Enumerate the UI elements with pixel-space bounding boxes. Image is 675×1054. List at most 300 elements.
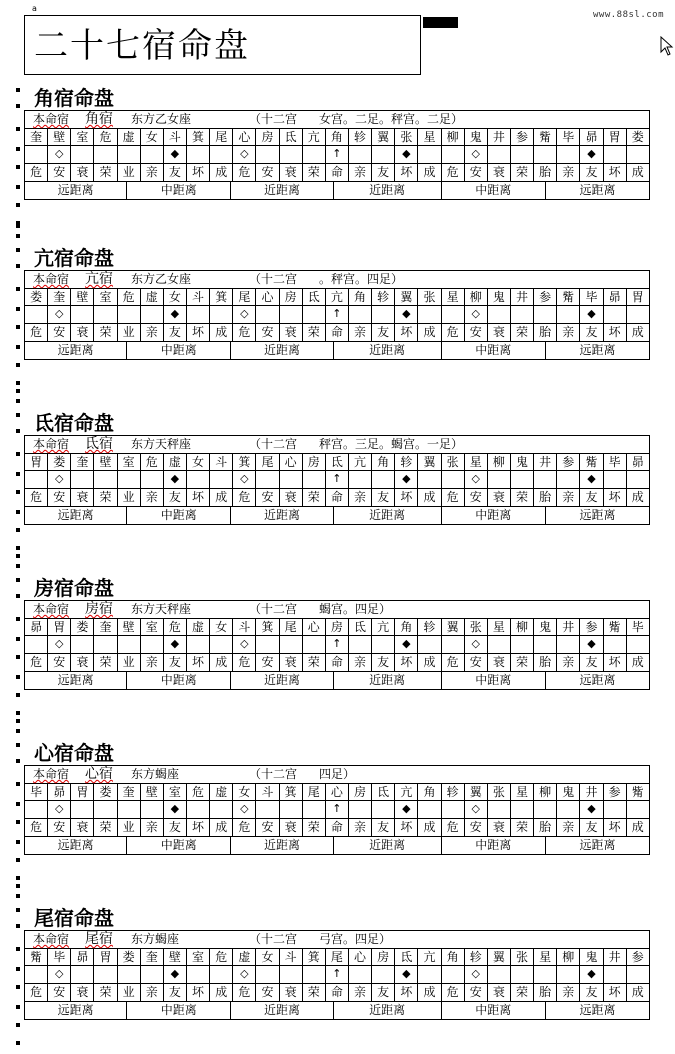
relation-cell: 亲 [348,323,372,342]
symbols-row [24,471,650,489]
relation-cell: 危 [441,818,465,837]
document-title-box [24,15,421,75]
relation-cell: 成 [209,818,233,837]
paragraph-bullet [16,802,20,806]
mansion-cell: 娄 [626,128,650,146]
symbol-cell [510,965,534,984]
relation-cell: 荣 [510,163,534,182]
mansion-cell: 女 [186,453,210,471]
relation-cell: 业 [117,983,141,1002]
distance-cell: 近距离 [333,181,442,200]
relation-cell: 坏 [603,488,627,507]
natal-chart-table [24,765,650,855]
mansion-cell: 鬼 [579,948,603,966]
header-e: 秤宫。三足。蝎宫。一足） [319,437,464,451]
symbol-cell [302,800,326,819]
paragraph-bullet [16,165,20,169]
symbol-cell [209,800,233,819]
header-b: 尾宿 [85,931,113,947]
relation-cell: 成 [209,983,233,1002]
mansion-cell: 室 [163,783,187,801]
relations-row [24,324,650,342]
paragraph-bullet [16,307,20,311]
mansion-cell: 毕 [603,453,627,471]
relation-cell: 危 [24,653,48,672]
mansion-cell: 觜 [24,948,48,966]
symbol-cell [117,470,141,489]
symbol-cell: ◇ [47,470,71,489]
section-title: 尾宿命盘 [34,906,114,930]
symbol-cell [117,800,141,819]
relation-cell: 危 [24,488,48,507]
symbol-cell [441,145,465,164]
paragraph-bullet [16,594,20,598]
symbol-cell [302,635,326,654]
relation-cell: 友 [163,323,187,342]
chart-header [24,110,650,128]
symbols-row [24,801,650,819]
natal-chart-table [24,435,650,525]
symbol-cell [510,470,534,489]
symbol-cell [603,635,627,654]
relation-cell: 友 [163,163,187,182]
mansion-cell: 柳 [533,783,557,801]
symbol-cell: ◇ [464,635,488,654]
relation-cell: 荣 [510,488,534,507]
relation-cell: 亲 [348,818,372,837]
mansion-cell: 壁 [163,948,187,966]
relation-cell: 成 [417,163,441,182]
symbol-cell [371,305,395,324]
distance-cell: 中距离 [441,506,546,525]
header-b: 房宿 [85,601,113,617]
mansion-cell: 轸 [348,128,372,146]
mansion-cell: 尾 [255,453,279,471]
symbol-cell: ◆ [394,305,418,324]
mansion-cell: 壁 [70,288,94,306]
symbol-cell [93,470,117,489]
document-title: 二十七宿命盘 [34,26,250,66]
mansion-cell: 张 [417,288,441,306]
relation-cell: 亲 [556,163,580,182]
symbol-cell [487,305,511,324]
mansion-cell: 氐 [371,783,395,801]
mansion-cell: 女 [140,128,164,146]
relation-cell: 友 [163,818,187,837]
relation-cell: 安 [255,163,279,182]
relation-cell: 成 [209,653,233,672]
relation-cell: 亲 [348,983,372,1002]
symbol-cell [70,800,94,819]
paragraph-bullet [16,510,20,514]
paragraph-bullet [16,528,20,532]
symbol-cell [510,635,534,654]
mansion-cell: 亢 [417,948,441,966]
relation-cell: 安 [464,653,488,672]
paragraph-bullet [16,389,20,393]
mansion-cell: 昴 [24,618,48,636]
mansion-cell: 虚 [232,948,256,966]
paragraph-bullet [16,967,20,971]
paragraph-bullet [16,876,20,880]
relation-cell: 坏 [394,653,418,672]
symbol-cell [117,305,141,324]
distance-cell: 远距离 [24,506,127,525]
mansion-cell: 角 [441,948,465,966]
relation-cell: 坏 [394,323,418,342]
relation-cell: 胎 [533,653,557,672]
mansion-cell: 壁 [47,128,71,146]
distance-cell: 远距离 [545,506,650,525]
relation-cell: 亲 [140,323,164,342]
symbol-cell [93,305,117,324]
mansion-cell: 危 [186,783,210,801]
symbol-cell [186,635,210,654]
symbol-cell [441,305,465,324]
mansions-row [24,783,650,801]
mansion-cell: 轸 [371,288,395,306]
relation-cell: 衰 [70,163,94,182]
mansion-cell: 毕 [556,128,580,146]
relation-cell: 成 [626,818,650,837]
section-title: 房宿命盘 [34,576,114,600]
paragraph-bullet [16,719,20,723]
mansion-cell: 虚 [209,783,233,801]
distance-cell: 远距离 [24,341,127,360]
mansion-cell: 星 [510,783,534,801]
mansion-cell: 参 [510,128,534,146]
relation-cell: 业 [117,653,141,672]
symbol-cell [209,145,233,164]
distance-cell: 近距离 [230,181,333,200]
distance-row [24,182,650,200]
symbol-cell [556,800,580,819]
mansion-cell: 参 [533,288,557,306]
relation-cell: 坏 [394,983,418,1002]
distance-row [24,507,650,525]
mansion-cell: 箕 [209,288,233,306]
relation-cell: 坏 [186,488,210,507]
mansion-cell: 井 [556,618,580,636]
mansion-cell: 虚 [186,618,210,636]
symbol-cell [279,635,303,654]
symbol-cell [70,965,94,984]
symbol-cell: ◆ [394,635,418,654]
mansion-cell: 柳 [441,128,465,146]
symbol-cell [371,800,395,819]
mansion-cell: 氐 [394,948,418,966]
chart-header [24,930,650,948]
mansion-cell: 毕 [47,948,71,966]
mansion-cell: 胃 [24,453,48,471]
relation-cell: 友 [579,653,603,672]
relation-cell: 荣 [510,818,534,837]
mansion-cell: 尾 [302,783,326,801]
distance-cell: 远距离 [24,836,127,855]
relation-cell: 亲 [556,488,580,507]
relation-cell: 友 [579,163,603,182]
relation-cell: 坏 [186,163,210,182]
mansion-cell: 井 [603,948,627,966]
mansion-cell: 觜 [626,783,650,801]
symbol-cell: ◇ [464,800,488,819]
mansion-cell: 昴 [626,453,650,471]
mansion-cell: 房 [371,948,395,966]
mansion-cell: 星 [533,948,557,966]
symbol-cell: ↑ [325,800,349,819]
relation-cell: 业 [117,323,141,342]
relation-cell: 友 [371,653,395,672]
symbols-row [24,146,650,164]
mansion-cell: 亢 [302,128,326,146]
mansion-cell: 奎 [47,288,71,306]
relation-cell: 安 [255,488,279,507]
relations-row [24,164,650,182]
mansion-cell: 斗 [279,948,303,966]
symbol-cell [209,965,233,984]
mansion-cell: 毕 [24,783,48,801]
mansion-cell: 星 [464,453,488,471]
symbol-cell: ◇ [464,965,488,984]
symbol-cell [626,635,650,654]
symbol-cell: ◆ [163,800,187,819]
relation-cell: 危 [24,323,48,342]
symbol-cell: ↑ [325,965,349,984]
mansion-cell: 尾 [325,948,349,966]
symbol-cell [117,965,141,984]
relation-cell: 坏 [394,818,418,837]
paragraph-bullet [16,224,20,228]
relation-cell: 危 [441,653,465,672]
mansion-cell: 女 [163,288,187,306]
relation-cell: 安 [47,163,71,182]
relations-row [24,489,650,507]
header-d: （十二宫 [249,437,298,451]
mansion-cell: 奎 [70,453,94,471]
relation-cell: 衰 [279,488,303,507]
paragraph-bullet [16,234,20,238]
mansion-cell: 井 [487,128,511,146]
paragraph-bullet [16,820,20,824]
symbol-cell [533,305,557,324]
symbol-cell: ◆ [579,470,603,489]
symbol-cell [186,470,210,489]
paragraph-bullet [16,127,20,131]
distance-cell: 中距离 [441,181,546,200]
symbol-cell [186,965,210,984]
mansion-cell: 娄 [70,618,94,636]
relation-cell: 荣 [93,653,117,672]
relation-cell: 荣 [93,163,117,182]
mansion-cell: 轸 [417,618,441,636]
header-d: （十二宫 [249,767,298,781]
relation-cell: 成 [417,983,441,1002]
paragraph-bullet [16,858,20,862]
symbol-cell [417,305,441,324]
distance-cell: 近距离 [333,1001,442,1020]
mansion-cell: 井 [533,453,557,471]
symbol-cell [417,800,441,819]
mansion-cell: 毕 [579,288,603,306]
relation-cell: 坏 [186,323,210,342]
symbol-cell [487,965,511,984]
relation-cell: 危 [24,163,48,182]
relation-cell: 危 [24,983,48,1002]
distance-cell: 近距离 [230,836,333,855]
distance-cell: 近距离 [333,506,442,525]
paragraph-bullet [16,617,20,621]
natal-chart-table [24,110,650,200]
mansion-cell: 箕 [255,618,279,636]
paragraph-bullet [16,759,20,763]
mansion-cell: 毕 [626,618,650,636]
mansion-cell: 柳 [510,618,534,636]
relation-cell: 危 [232,163,256,182]
symbol-cell [417,145,441,164]
symbol-cell [533,800,557,819]
relation-cell: 坏 [186,653,210,672]
relation-cell: 荣 [302,323,326,342]
symbol-cell [70,305,94,324]
natal-chart-table [24,270,650,360]
relation-cell: 安 [255,653,279,672]
mansion-cell: 星 [417,128,441,146]
symbol-cell [487,800,511,819]
symbol-cell [533,965,557,984]
mansion-cell: 参 [579,618,603,636]
header-b: 亢宿 [85,271,113,287]
paragraph-bullet [16,711,20,715]
paragraph-bullet [16,554,20,558]
mansion-cell: 亢 [348,453,372,471]
symbol-cell [24,470,48,489]
mansion-cell: 井 [510,288,534,306]
symbol-cell [371,470,395,489]
chart-header [24,270,650,288]
relation-cell: 安 [464,818,488,837]
symbol-cell: ◆ [579,145,603,164]
mansion-cell: 张 [487,783,511,801]
relation-cell: 衰 [70,653,94,672]
paragraph-bullet [16,578,20,582]
mansion-cell: 箕 [186,128,210,146]
relation-cell: 危 [441,983,465,1002]
symbol-cell [24,965,48,984]
paragraph-bullet [16,147,20,151]
relation-cell: 安 [255,818,279,837]
mansion-cell: 娄 [24,288,48,306]
mansion-cell: 柳 [556,948,580,966]
distance-cell: 远距离 [545,341,650,360]
paragraph-bullet [16,693,20,697]
paragraph-bullet [16,782,20,786]
symbol-cell [140,800,164,819]
paragraph-bullet [16,637,20,641]
symbol-cell [302,145,326,164]
symbol-cell [371,965,395,984]
relation-cell: 胎 [533,488,557,507]
mansion-cell: 角 [417,783,441,801]
mansion-cell: 胃 [626,288,650,306]
distance-cell: 中距离 [126,836,231,855]
symbol-cell [24,305,48,324]
relation-cell: 荣 [302,653,326,672]
mansion-cell: 轸 [394,453,418,471]
mansion-cell: 氐 [325,453,349,471]
symbol-cell [441,470,465,489]
symbol-cell [556,965,580,984]
symbols-row [24,306,650,324]
mansion-cell: 昴 [579,128,603,146]
relation-cell: 友 [371,818,395,837]
symbol-cell: ↑ [325,145,349,164]
paragraph-bullet [16,104,20,108]
symbol-cell: ◆ [163,635,187,654]
symbols-row [24,966,650,984]
mansion-cell: 角 [394,618,418,636]
paragraph-bullet [16,399,20,403]
mansion-cell: 虚 [117,128,141,146]
symbol-cell [302,965,326,984]
symbol-cell [556,305,580,324]
mansion-cell: 觜 [579,453,603,471]
relation-cell: 胎 [533,818,557,837]
symbol-cell [209,305,233,324]
symbol-cell: ↑ [325,635,349,654]
mansion-cell: 鬼 [533,618,557,636]
header-a: 本命宿 [33,932,70,946]
relation-cell: 业 [117,818,141,837]
symbol-cell [417,635,441,654]
mansion-cell: 危 [117,288,141,306]
distance-cell: 中距离 [441,836,546,855]
mansion-cell: 娄 [47,453,71,471]
symbol-cell [603,800,627,819]
symbol-cell [626,145,650,164]
mansion-cell: 房 [279,288,303,306]
header-c: 东方乙女座 [131,112,192,126]
symbol-cell [186,305,210,324]
relation-cell: 坏 [603,653,627,672]
header-a: 本命宿 [33,272,70,286]
mansion-cell: 昴 [47,783,71,801]
relation-cell: 安 [255,323,279,342]
paragraph-bullet [16,325,20,329]
paragraph-bullet [16,203,20,207]
symbol-cell [279,145,303,164]
paragraph-bullet [16,1041,20,1045]
symbol-cell [417,470,441,489]
symbol-cell [117,145,141,164]
symbol-cell [140,305,164,324]
distance-cell: 远距离 [24,671,127,690]
paragraph-bullet [16,88,20,92]
relation-cell: 坏 [186,818,210,837]
mansion-cell: 尾 [209,128,233,146]
mansion-cell: 翼 [417,453,441,471]
distance-cell: 远距离 [24,1001,127,1020]
symbol-cell [93,965,117,984]
mansion-cell: 觜 [533,128,557,146]
relation-cell: 亲 [556,653,580,672]
mansion-cell: 氐 [348,618,372,636]
symbol-cell [441,800,465,819]
symbol-cell: ◇ [47,965,71,984]
relation-cell: 命 [325,323,349,342]
symbol-cell: ◇ [232,305,256,324]
mansion-cell: 翼 [394,288,418,306]
relation-cell: 亲 [140,983,164,1002]
